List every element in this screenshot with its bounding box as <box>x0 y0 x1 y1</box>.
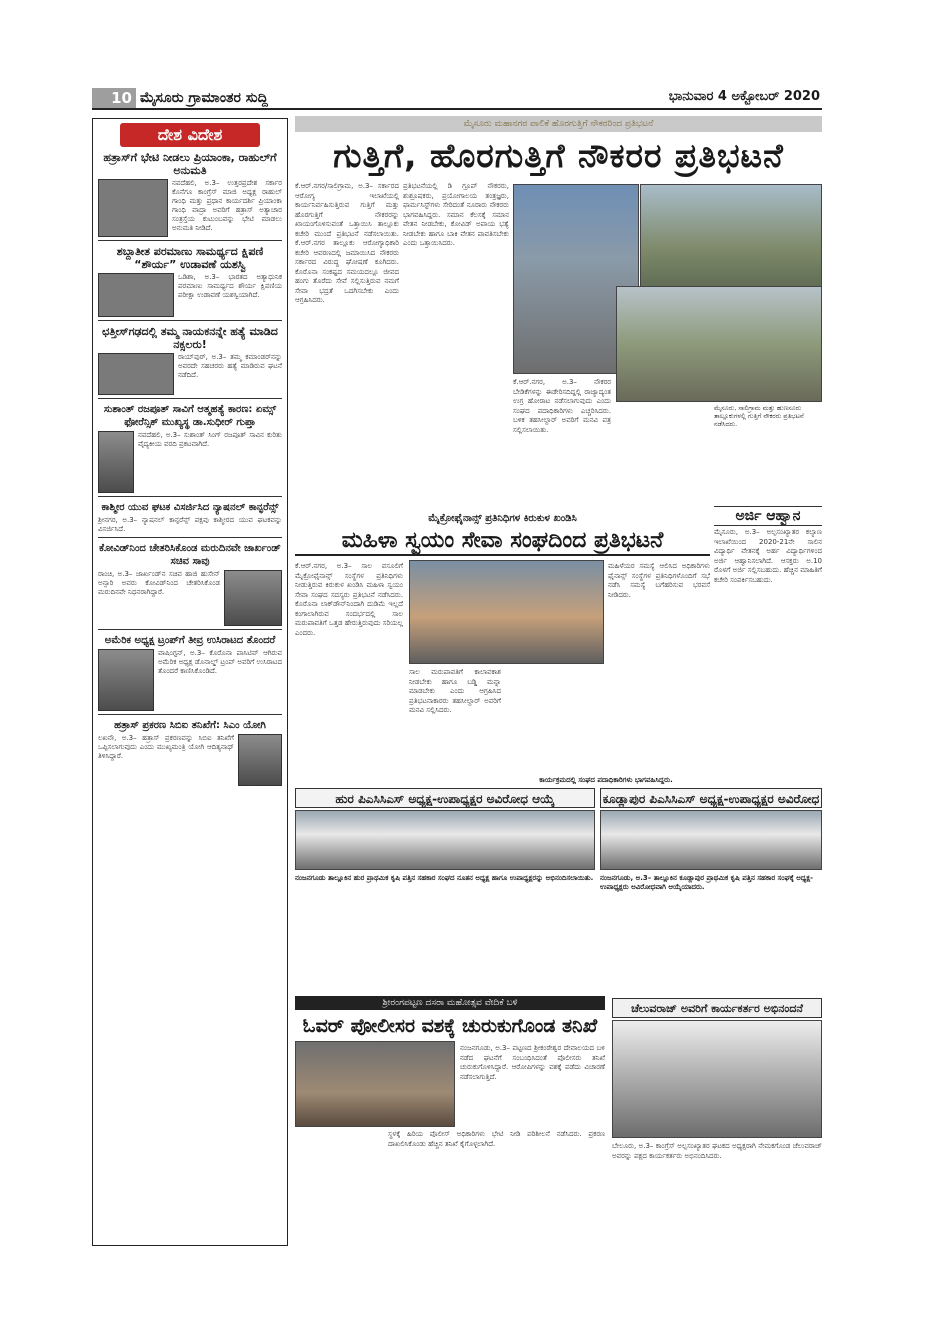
notice-body: ಮೈಸೂರು, ಅ.3– ಅಲ್ಪಸಂಖ್ಯಾತರ ಕಲ್ಯಾಣ ಇಲಾಖೆಯಿಂದ 2020-21ನೇ ಸಾಲಿನ ವಿದ್ಯಾರ್ಥಿ ವೇತನಕ್ಕೆ ಅರ್ಹ ವಿದ್ಯಾರ್ಥಿಗಳಿಂದ ಅರ್ಜಿ ಆಹ್ವಾನಿಸಲಾಗಿದೆ. ಆಸಕ್ತರು ಅ.10 ರೊಳಗೆ ಅರ್ಜಿ ಸಲ್ಲಿಸಬಹುದು. ಹೆಚ್ಚಿನ ಮಾಹಿತಿಗೆ ಕಚೇರಿ ಸಂಪರ್ಕಿಸಬಹುದು. <box>714 528 822 584</box>
story-body: ರಾಂಚಿ, ಅ.3– ಜಾರ್ಖಂಡ್‌ನ ಸಚಿವ ಹಾಜಿ ಹುಸೇನ್ ಅನ್ಸಾರಿ ಅವರು ಕೋವಿಡ್‌ನಿಂದ ಚೇತರಿಸಿಕೊಂಡ ಮರುದಿನವೇ ನಿಧನರಾಗಿದ್ದಾರೆ. <box>98 570 220 596</box>
rightbottom-headline: ಚೆಲುವರಾಜ್ ಅವರಿಗೆ ಕಾರ್ಯಕರ್ತರ ಅಭಿನಂದನೆ <box>612 998 822 1018</box>
protest-photo-2 <box>640 184 822 292</box>
story-photo <box>238 734 282 786</box>
story-photo <box>98 649 154 711</box>
story-body: ನವದೆಹಲಿ, ಅ.3– ಉತ್ತರಪ್ರದೇಶ ಸರ್ಕಾರ ಕೊನೆಗೂ ಕಾಂಗ್ರೆಸ್ ಮಾಜಿ ಅಧ್ಯಕ್ಷ ರಾಹುಲ್ ಗಾಂಧಿ ಮತ್ತು ಪ್ರಧಾನ ಕಾರ್ಯದರ್ಶಿ ಪ್ರಿಯಾಂಕಾ ಗಾಂಧಿ ವಾದ್ರಾ ಅವರಿಗೆ ಹತ್ರಾಸ್ ಅತ್ಯಾಚಾರ ಸಂತ್ರಸ್ತೆಯ ಕುಟುಂಬವನ್ನು ಭೇಟಿ ಮಾಡಲು ಅನುಮತಿ ನೀಡಿದೆ. <box>172 179 282 232</box>
story-body: ಶ್ರೀನಗರ, ಅ.3– ನ್ಯಾಷನಲ್ ಕಾನ್ಫರೆನ್ಸ್ ಪಕ್ಷವು ಕಾಶ್ಮೀರದ ಯುವ ಘಟಕವನ್ನು ವಿಸರ್ಜಿಸಿದೆ. <box>98 516 282 533</box>
section-banner: ದೇಶ ವಿದೇಶ <box>120 123 260 147</box>
story-headline: ಹತ್ರಾಸ್ ಪ್ರಕರಣ ಸಿಬಿಐ ತನಿಖೆಗೆ: ಸಿಎಂ ಯೋಗಿ <box>114 720 266 731</box>
rightbottom-photo <box>612 1020 822 1138</box>
pres2-headline: ಕೂಡ್ಲಾಪುರ ಪಿಎಸಿಸಿಎಸ್ ಅಧ್ಯಕ್ಷ-ಉಪಾಧ್ಯಕ್ಷರ ಅವಿರೋಧ <box>600 788 822 808</box>
paper-name: ಮೈಸೂರು ಗ್ರಾಮಾಂತರ ಸುದ್ದಿ <box>140 90 268 106</box>
mahila-headline: ಮಹಿಳಾ ಸ್ವಯಂ ಸೇವಾ ಸಂಘದಿಂದ ಪ್ರತಿಭಟನೆ <box>295 526 710 556</box>
divider <box>98 398 282 399</box>
page-number: 10 <box>92 88 136 108</box>
pres2-caption: ನಂಜನಗೂಡು, ಅ.3– ತಾಲ್ಲೂಕಿನ ಕೂಡ್ಲಾಪುರ ಪ್ರಾಥಮಿಕ ಕೃಷಿ ಪತ್ತಿನ ಸಹಕಾರ ಸಂಘಕ್ಕೆ ಅಧ್ಯಕ್ಷ-ಉಪಾಧ್ಯಕ್ಷರು ಅವಿರೋಧವಾಗಿ ಆಯ್ಕೆಯಾದರು. <box>600 874 814 891</box>
mahila-col-3: ಮಹಿಳೆಯರ ಸಮಸ್ಯೆ ಆಲಿಸಿದ ಅಧಿಕಾರಿಗಳು ಫೈನಾನ್ಸ್ ಸಂಸ್ಥೆಗಳ ಪ್ರತಿನಿಧಿಗಳೊಂದಿಗೆ ಸಭೆ ನಡೆಸಿ ಸಮಸ್ಯೆ ಬಗೆಹರಿಸುವ ಭರವಸೆ ನೀಡಿದರು. <box>608 562 710 599</box>
lower-headline: ಓವರ್ ಪೋಲೀಸರ ವಶಕ್ಕೆ ಚುರುಕುಗೊಂಡ ತನಿಖೆ <box>302 1015 598 1037</box>
protest-photo-3 <box>616 286 822 402</box>
story-body: ರಾಯ್‌ಪುರ್, ಅ.3– ತಮ್ಮ ಕಮಾಂಡರ್‌ನನ್ನು ಅವರದೇ ಸಹಚರರು ಹತ್ಯೆ ಮಾಡಿರುವ ಘಟನೆ ನಡೆದಿದೆ. <box>178 353 282 379</box>
mahila-photo-caption: ಕಾರ್ಯಕ್ರಮದಲ್ಲಿ ಸಂಘದ ಪದಾಧಿಕಾರಿಗಳು ಭಾಗವಹಿಸಿದ್ದರು. <box>539 776 673 784</box>
lead-col-2: ಪ್ರತಿಭಟನೆಯಲ್ಲಿ ಡಿ ಗ್ರೂಪ್ ನೌಕರರು, ಶುಶ್ರೂಷಕರು, ಪ್ರಯೋಗಾಲಯ ತಂತ್ರಜ್ಞರು, ಫಾರ್ಮಸಿಸ್ಟ್‌ಗಳು ಸೇರಿದಂತೆ ನೂರಾರು ನೌಕರರು ಭಾಗವಹಿಸಿದ್ದರು. ಸಮಾನ ಕೆಲಸಕ್ಕೆ ಸಮಾನ ವೇತನ ನೀಡಬೇಕು, ಕೋವಿಡ್ ಅಪಾಯ ಭತ್ಯೆ ನೀಡಬೇಕು ಹಾಗೂ ಬಾಕಿ ವೇತನ ಪಾವತಿಸಬೇಕು ಎಂದು ಒತ್ತಾಯಿಸಿದರು. <box>403 182 509 247</box>
pres2-photo <box>600 810 822 870</box>
issue-date: ಭಾನುವಾರ 4 ಅಕ್ಟೋಬರ್ 2020 <box>668 89 820 104</box>
lead-kicker: ಮೈಸೂರು ಮಹಾನಗರ ಪಾಲಿಕೆ ಹೊರಗುತ್ತಿಗೆ ನೌಕರರಿಂದ ಪ್ರತಿಭಟನೆ <box>295 116 822 132</box>
newspaper-page <box>92 86 822 1251</box>
story-headline: ಸುಶಾಂತ್ ರಜಪೂತ್ ಸಾವಿಗೆ ಆತ್ಮಹತ್ಯೆ ಕಾರಣ: ಏಮ್ಸ್ ಫೋರೆನ್ಸಿಕ್ ಮುಖ್ಯಸ್ಥ ಡಾ.ಸುಧೀರ್ ಗುಪ್ತಾ <box>103 404 277 428</box>
lower-kicker: ಶ್ರೀರಂಗಪಟ್ಟಣ ದಸರಾ ಮಹೋತ್ಸವ ವೇದಿಕೆ ಬಳಿ <box>295 996 605 1010</box>
story-photo <box>98 431 134 493</box>
divider <box>98 496 282 497</box>
story-photo <box>98 273 174 317</box>
story-body: ಲಖನೌ, ಅ.3– ಹತ್ರಾಸ್ ಪ್ರಕರಣವನ್ನು ಸಿಬಿಐ ತನಿಖೆಗೆ ಒಪ್ಪಿಸಲಾಗುವುದು ಎಂದು ಮುಖ್ಯಮಂತ್ರಿ ಯೋಗಿ ಆದಿತ್ಯನಾಥ್ ತಿಳಿಸಿದ್ದಾರೆ. <box>98 734 234 760</box>
story-photo <box>224 570 282 626</box>
story-headline: ಶಬ್ದಾತೀತ ಪರಮಾಣು ಸಾಮರ್ಥ್ಯದ ಕ್ಷಿಪಣಿ “ಶೌರ್ಯ” ಉಡಾವಣೆ ಯಶಸ್ವಿ <box>116 245 264 271</box>
divider <box>98 714 282 715</box>
story-body: ಒಡಿಶಾ, ಅ.3– ಭಾರತದ ಅತ್ಯಾಧುನಿಕ ಪರಮಾಣು ಸಾಮರ್ಥ್ಯದ ಶೌರ್ಯ ಕ್ಷಿಪಣಿಯ ಪರೀಕ್ಷಾ ಉಡಾವಣೆ ಯಶಸ್ವಿಯಾಗಿದೆ. <box>178 273 282 299</box>
story-headline: ಕಾಶ್ಮೀರ ಯುವ ಘಟಕ ವಿಸರ್ಜಿಸಿದ ನ್ಯಾಷನಲ್ ಕಾನ್ಫರೆನ್ಸ್ <box>101 502 279 513</box>
lead-headline: ಗುತ್ತಿಗೆ, ಹೊರಗುತ್ತಿಗೆ ನೌಕರರ ಪ್ರತಿಭಟನೆ <box>333 136 784 175</box>
divider <box>98 240 282 241</box>
mahila-kicker: ಮೈಕ್ರೋಫೈನಾನ್ಸ್ ಪ್ರತಿನಿಧಿಗಳ ಕಿರುಕುಳ ಖಂಡಿಸಿ <box>428 513 577 524</box>
lead-photo-caption: ಮೈಸೂರು, ಸಾಲಿಗ್ರಾಮ ಮತ್ತು ಹುಣಸೂರು ತಾಲ್ಲೂಕುಗಳಲ್ಲಿ ಗುತ್ತಿಗೆ ನೌಕರರು ಪ್ರತಿಭಟನೆ ನಡೆಸಿದರು. <box>714 404 804 428</box>
divider <box>98 320 282 321</box>
story-body: ನವದೆಹಲಿ, ಅ.3– ಸುಶಾಂತ್ ಸಿಂಗ್ ರಜಪೂತ್ ಸಾವಿನ ಕುರಿತು ವೈದ್ಯಕೀಯ ವರದಿ ಪ್ರಕಟವಾಗಿದೆ. <box>138 431 282 448</box>
mahila-col-1: ಕೆ.ಆರ್.ನಗರ, ಅ.3– ಸಾಲ ವಸೂಲಿಗೆ ಮೈಕ್ರೋಫೈನಾನ್ಸ್ ಸಂಸ್ಥೆಗಳ ಪ್ರತಿನಿಧಿಗಳು ನೀಡುತ್ತಿರುವ ಕಿರುಕುಳ ಖಂಡಿಸಿ ಮಹಿಳಾ ಸ್ವಯಂ ಸೇವಾ ಸಂಘದ ಸದಸ್ಯರು ಪ್ರತಿಭಟನೆ ನಡೆಸಿದರು. ಕೊರೊನಾ ಲಾಕ್‌ಡೌನ್‌ನಿಂದಾಗಿ ದುಡಿಮೆ ಇಲ್ಲದೆ ಕಂಗಾಲಾಗಿರುವ ಸಂದರ್ಭದಲ್ಲಿ ಸಾಲ ಮರುಪಾವತಿಗೆ ಒತ್ತಡ ಹೇರುತ್ತಿರುವುದು ಸರಿಯಲ್ಲ ಎಂದರು. <box>295 562 403 637</box>
story-headline: ಛತ್ತೀಸ್‌ಗಢದಲ್ಲಿ ತಮ್ಮ ನಾಯಕನನ್ನೇ ಹತ್ಯೆ ಮಾಡಿದ ನಕ್ಸಲರು! <box>102 325 278 351</box>
pres1-photo <box>295 810 595 870</box>
pres1-headline: ಹುರ ಪಿಎಸಿಸಿಎಸ್ ಅಧ್ಯಕ್ಷ-ಉಪಾಧ್ಯಕ್ಷರ ಅವಿರೋಧ ಆಯ್ಕೆ <box>295 788 595 808</box>
mahila-photo <box>409 560 604 664</box>
lower-body-2: ಸ್ಥಳಕ್ಕೆ ಹಿರಿಯ ಪೊಲೀಸ್ ಅಧಿಕಾರಿಗಳು ಭೇಟಿ ನೀಡಿ ಪರಿಶೀಲನೆ ನಡೆಸಿದರು. ಪ್ರಕರಣ ದಾಖಲಿಸಿಕೊಂಡು ಹೆಚ್ಚಿನ ತನಿಖೆ ಕೈಗೊಳ್ಳಲಾಗಿದೆ. <box>388 1130 605 1148</box>
story-headline: ಅಮೆರಿಕ ಅಧ್ಯಕ್ಷ ಟ್ರಂಪ್‌ಗೆ ತೀವ್ರ ಉಸಿರಾಟದ ತೊಂದರೆ <box>104 635 276 646</box>
lower-photo <box>295 1041 455 1127</box>
masthead <box>92 86 822 110</box>
story-headline: ಕೋವಿಡ್‌ನಿಂದ ಚೇತರಿಸಿಕೊಂಡ ಮರುದಿನವೇ ಜಾರ್ಖಂಡ್ ಸಚಿವ ಸಾವು <box>99 543 281 567</box>
lower-body-1: ನಂಜನಗೂಡು, ಅ.3– ಪಟ್ಟಣದ ಶ್ರೀಕಂಠೇಶ್ವರ ದೇವಾಲಯದ ಬಳಿ ನಡೆದ ಘಟನೆಗೆ ಸಂಬಂಧಿಸಿದಂತೆ ಪೊಲೀಸರು ತನಿಖೆ ಚುರುಕುಗೊಳಿಸಿದ್ದಾರೆ. ಆರೋಪಿಗಳನ್ನು ವಶಕ್ಕೆ ಪಡೆದು ವಿಚಾರಣೆ ನಡೆಸಲಾಗುತ್ತಿದೆ. <box>460 1044 605 1081</box>
lead-col-1: ಕೆ.ಆರ್.ನಗರ/ಸಾಲಿಗ್ರಾಮ, ಅ.3– ಸರ್ಕಾರದ ಆರೋಗ್ಯ ಇಲಾಖೆಯಲ್ಲಿ ಕಾರ್ಯನಿರ್ವಹಿಸುತ್ತಿರುವ ಗುತ್ತಿಗೆ ಮತ್ತು ಹೊರಗುತ್ತಿಗೆ ನೌಕರರನ್ನು ಖಾಯಂಗೊಳಿಸುವಂತೆ ಒತ್ತಾಯಿಸಿ ತಾಲ್ಲೂಕು ಕಚೇರಿ ಮುಂದೆ ಪ್ರತಿಭಟನೆ ನಡೆಸಲಾಯಿತು. ಕೆ.ಆರ್.ನಗರ ತಾಲ್ಲೂಕು ಆರೋಗ್ಯಾಧಿಕಾರಿ ಕಚೇರಿ ಆವರಣದಲ್ಲಿ ಜಮಾಯಿಸಿದ ನೌಕರರು ಸರ್ಕಾರದ ವಿರುದ್ಧ ಘೋಷಣೆ ಕೂಗಿದರು. ಕೊರೊನಾ ಸಂಕಷ್ಟದ ಸಮಯದಲ್ಲೂ ಜೀವದ ಹಂಗು ತೊರೆದು ಸೇವೆ ಸಲ್ಲಿಸುತ್ತಿರುವ ನಮಗೆ ಸೇವಾ ಭದ್ರತೆ ಒದಗಿಸಬೇಕು ಎಂದು ಆಗ್ರಹಿಸಿದರು. <box>295 182 399 304</box>
story-photo <box>98 353 174 395</box>
divider <box>98 629 282 630</box>
story-body: ವಾಷಿಂಗ್ಟನ್, ಅ.3– ಕೊರೊನಾ ಪಾಸಿಟಿವ್ ಆಗಿರುವ ಅಮೆರಿಕ ಅಧ್ಯಕ್ಷ ಡೊನಾಲ್ಡ್ ಟ್ರಂಪ್ ಅವರಿಗೆ ಉಸಿರಾಟದ ತೊಂದರೆ ಕಾಣಿಸಿಕೊಂಡಿದೆ. <box>158 649 282 675</box>
story-photo <box>98 179 168 237</box>
rightbottom-body: ಬೇಲೂರು, ಅ.3– ಕಾಂಗ್ರೆಸ್ ಅಲ್ಪಸಂಖ್ಯಾತರ ಘಟಕದ ಅಧ್ಯಕ್ಷರಾಗಿ ನೇಮಕಗೊಂಡ ಚೆಲುವರಾಜ್ ಅವರನ್ನು ಪಕ್ಷದ ಕಾರ್ಯಕರ್ತರು ಅಭಿನಂದಿಸಿದರು. <box>612 1142 822 1160</box>
lead-col-3: ಕೆ.ಆರ್.ನಗರ, ಅ.3– ನೌಕರರ ಬೇಡಿಕೆಗಳನ್ನು ಈಡೇರಿಸದಿದ್ದಲ್ಲಿ ರಾಜ್ಯಾದ್ಯಂತ ಉಗ್ರ ಹೋರಾಟ ನಡೆಸಲಾಗುವುದು ಎಂದು ಸಂಘದ ಪದಾಧಿಕಾರಿಗಳು ಎಚ್ಚರಿಸಿದರು. ಬಳಿಕ ತಹಸೀಲ್ದಾರ್ ಅವರಿಗೆ ಮನವಿ ಪತ್ರ ಸಲ್ಲಿಸಲಾಯಿತು. <box>513 378 611 434</box>
mahila-col-2: ಸಾಲ ಮರುಪಾವತಿಗೆ ಕಾಲಾವಕಾಶ ನೀಡಬೇಕು ಹಾಗೂ ಬಡ್ಡಿ ಮನ್ನಾ ಮಾಡಬೇಕು ಎಂದು ಆಗ್ರಹಿಸಿದ ಪ್ರತಿಭಟನಾಕಾರರು ತಹಸೀಲ್ದಾರ್ ಅವರಿಗೆ ಮನವಿ ಸಲ್ಲಿಸಿದರು. <box>409 668 501 714</box>
notice-heading: ಅರ್ಜಿ ಆಹ್ವಾನ <box>714 506 822 526</box>
divider <box>98 537 282 538</box>
story-headline: ಹತ್ರಾಸ್‌ಗೆ ಭೇಟಿ ನೀಡಲು ಪ್ರಿಯಾಂಕಾ, ರಾಹುಲ್‌ಗೆ ಅನುಮತಿ <box>103 151 277 177</box>
national-international-column <box>92 118 288 1246</box>
pres1-caption: ನಂಜನಗೂಡು ತಾಲ್ಲೂಕಿನ ಹುರ ಪ್ರಾಥಮಿಕ ಕೃಷಿ ಪತ್ತಿನ ಸಹಕಾರ ಸಂಘದ ನೂತನ ಅಧ್ಯಕ್ಷ ಹಾಗೂ ಉಪಾಧ್ಯಕ್ಷರನ್ನು ಅಭಿನಂದಿಸಲಾಯಿತು. <box>295 874 594 882</box>
